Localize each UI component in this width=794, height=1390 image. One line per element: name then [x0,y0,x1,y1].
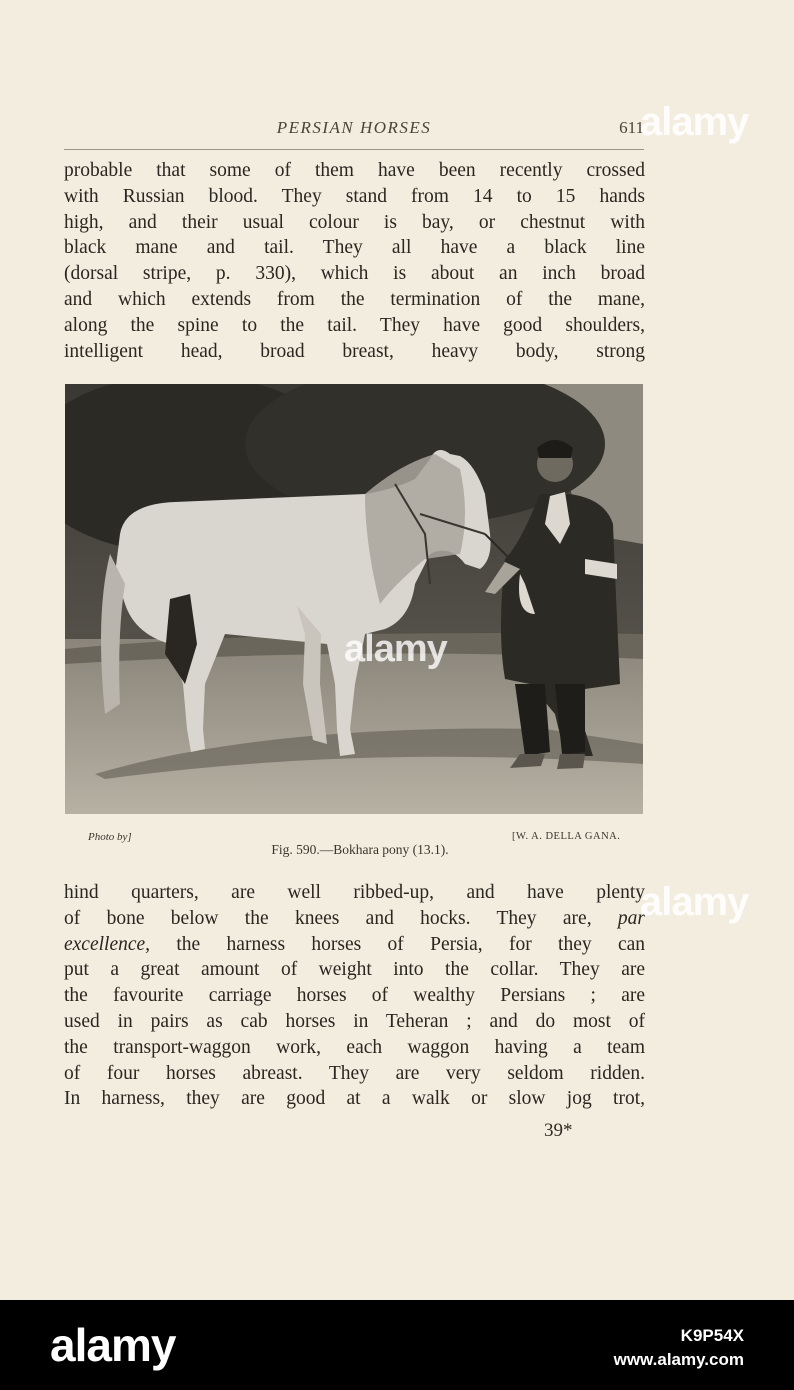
watermark-logo: alamy [344,628,447,670]
page-number: 611 [619,118,644,137]
paragraph-bottom [64,880,645,1112]
text-line: the transport-waggon work, each waggon having a team [64,1036,645,1058]
text-line: In harness, they are good at a walk or slow jog trot, [64,1088,645,1110]
text-segment: of bone below the knees and hocks. They are, [64,907,592,929]
image-id: K9P54X [680,1326,744,1345]
running-title: PERSIAN HORSES [276,118,432,137]
text-line: along the spine to the tail. They have good shoulders, [64,314,645,336]
text-line: put a great amount of weight into the collar. They are [64,959,645,981]
photographer-credit: [W. A. DELLA GANA. [512,831,621,842]
header-rule [64,149,644,150]
text-line: (dorsal stripe, p. 330), which is about an inch broad [64,263,645,285]
watermark-logo: alamy [640,880,749,924]
text-line: and which extends from the termination of the mane, [64,288,645,310]
bokhara-pony-photograph [65,384,643,814]
text-segment: the harness horses of Persia, for they can [176,933,645,955]
text-line: black mane and tail. They all have a black line [64,237,645,259]
text-line: the favourite carriage horses of wealthy Persians ; are [64,985,645,1007]
photo-credit-label: Photo by] [88,831,132,843]
photo-illustration [65,384,643,814]
italic-text: par [617,907,645,929]
alamy-logo: alamy [50,1319,176,1371]
text-line [64,906,645,932]
paragraph-top [64,158,645,364]
image-id-block [614,1324,744,1372]
text-line: high, and their usual colour is bay, or chestnut with [64,211,645,233]
italic-text: excellence, [64,933,151,955]
site-url: www.alamy.com [613,1350,744,1369]
text-line: probable that some of them have been recently crossed [64,160,645,181]
running-header [64,118,644,142]
text-line [64,932,645,958]
text-line: used in pairs as cab horses in Teheran ; and do most of [64,1010,645,1032]
watermark-logo: alamy [640,100,749,144]
figure-caption: Fig. 590.—Bokhara pony (13.1). [271,842,449,857]
text-line: intelligent head, broad breast, heavy body, strong [64,340,645,362]
text-line: with Russian blood. They stand from 14 to 15 hands [64,185,645,207]
signature-mark: 39* [544,1120,573,1141]
text-line: hind quarters, are well ribbed-up, and have plenty [64,882,645,903]
watermark-footer [0,1300,794,1390]
text-line: of four horses abreast. They are very seldom ridden. [64,1062,645,1084]
